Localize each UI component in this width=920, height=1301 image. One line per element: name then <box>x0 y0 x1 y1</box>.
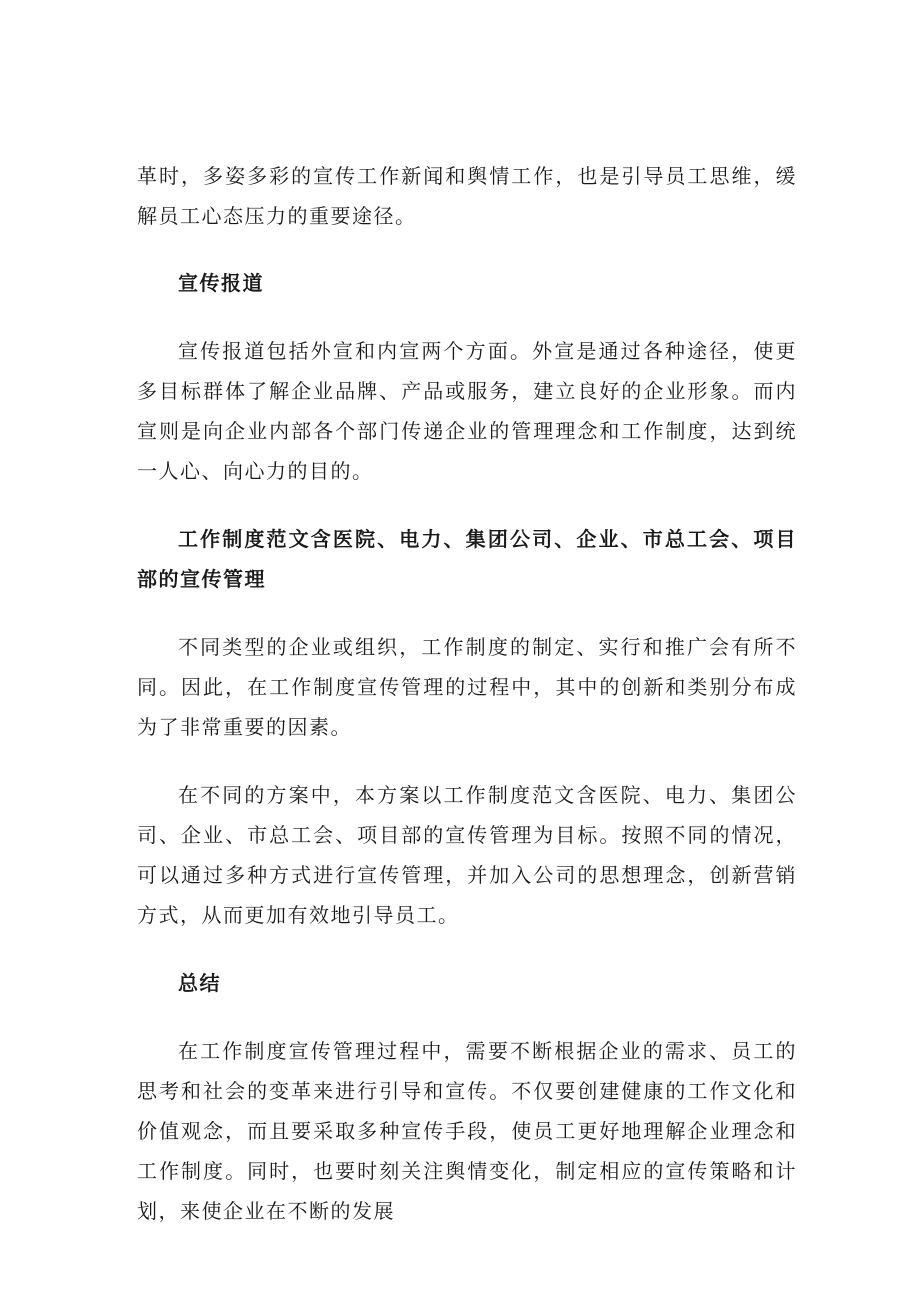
heading-publicity: 宣传报道 <box>178 271 264 295</box>
management-paragraph-1: 不同类型的企业或组织，工作制度的制定、实行和推广会有所不同。因此，在工作制度宣传管理的过程中，其中的创新和类别分布成为了非常重要的因素。 <box>137 635 797 739</box>
summary-paragraph: 在工作制度宣传管理过程中，需要不断根据企业的需求、员工的思考和社会的变革来进行引导和宣传。不仅要创建健康的工作文化和价值观念，而且要采取多种宣传手段，使员工更好地理解企业理念和工作制度。同时，也要时刻关注舆情变化，制定相应的宣传策略和计划，来使企业在不断的发展 <box>137 1039 797 1223</box>
heading-summary: 总结 <box>178 971 221 995</box>
management-paragraph-2: 在不同的方案中，本方案以工作制度范文含医院、电力、集团公司、企业、市总工会、项目部的宣传管理为目标。按照不同的情况，可以通过多种方式进行宣传管理，并加入公司的思想理念，创新营销方式，从而更加有效地引导员工。 <box>137 783 797 927</box>
publicity-paragraph: 宣传报道包括外宣和内宣两个方面。外宣是通过各种途径，使更多目标群体了解企业品牌、产品或服务，建立良好的企业形象。而内宣则是向企业内部各个部门传递企业的管理理念和工作制度，达到统一人心、向心力的目的。 <box>137 339 797 483</box>
heading-management: 工作制度范文含医院、电力、集团公司、企业、市总工会、项目部的宣传管理 <box>137 527 797 591</box>
document-body <box>137 156 797 1259</box>
intro-continuation-paragraph: 革时，多姿多彩的宣传工作新闻和舆情工作，也是引导员工思维，缓解员工心态压力的重要途径。 <box>137 164 797 228</box>
